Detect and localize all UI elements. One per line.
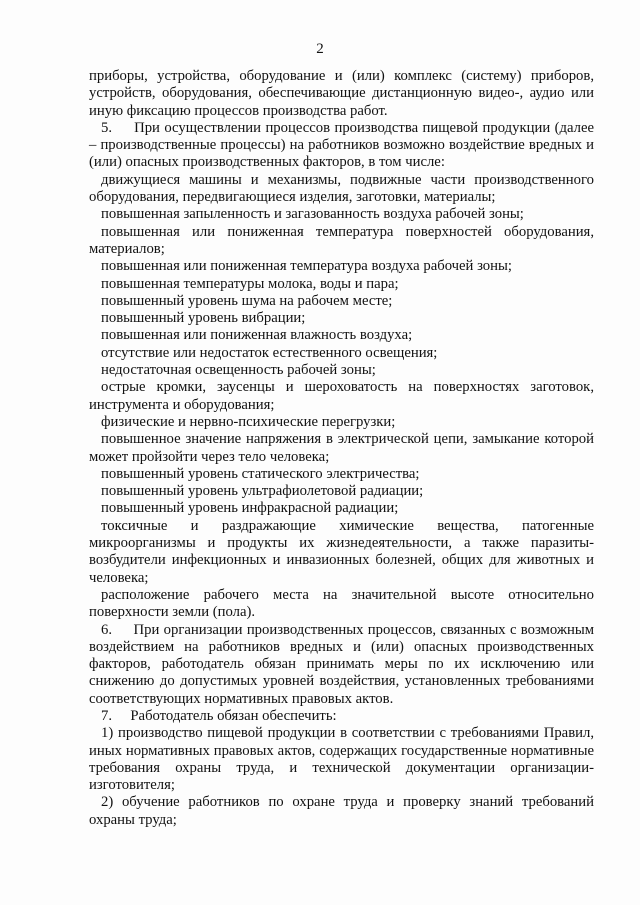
- paragraph-19: расположение рабочего места на значительной высоте относительно поверхности земли (пола).: [89, 586, 594, 621]
- paragraph-4: повышенная или пониженная температура поверхностей оборудования, материалов;: [89, 223, 594, 257]
- paragraph-12: острые кромки, заусенцы и шероховатость на поверхностях заготовок, инструмента и оборудования;: [89, 379, 594, 413]
- paragraph-0: приборы, устройства, оборудование и (или) комплекс (систему) приборов, устройств, оборудования, обеспечивающие дистанционную видео-, аудио или иную фиксацию процессов производства работ.: [89, 68, 594, 119]
- paragraph-6: повышенная температуры молока, воды и пара;: [101, 275, 399, 292]
- paragraph-5: повышенная или пониженная температура воздуха рабочей зоны;: [101, 258, 512, 275]
- paragraph-9: повышенная или пониженная влажность воздуха;: [101, 327, 413, 344]
- paragraph-21: 7. Работодатель обязан обеспечить:: [101, 707, 337, 724]
- paragraph-14: повышенное значение напряжения в электрической цепи, замыкание которой может пройзойти через тело человека;: [89, 431, 594, 465]
- paragraph-11: недостаточная освещенность рабочей зоны;: [101, 362, 376, 379]
- paragraph-22: 1) производство пищевой продукции в соответствии с требованиями Правил, иных нормативных правовых актов, содержащих государственные нормативные требования охраны труда, и технической документации организации-изготовителя;: [89, 725, 594, 794]
- paragraph-1: 5. При осуществлении процессов производства пищевой продукции (далее – производственные процессы) на работников возможно воздействие вредных и (или) опасных производственных факторов, в том числе:: [89, 119, 594, 171]
- paragraph-17: повышенный уровень инфракрасной радиации;: [101, 500, 399, 517]
- paragraph-23: 2) обучение работников по охране труда и проверку знаний требований охраны труда;: [89, 794, 594, 828]
- paragraph-2: движущиеся машины и механизмы, подвижные части производственного оборудования, передвигающиеся изделия, заготовки, материалы;: [89, 171, 594, 206]
- paragraph-8: повышенный уровень вибрации;: [101, 310, 306, 327]
- paragraph-18: токсичные и раздражающие химические вещества, патогенные микроорганизмы и продукты их жизнедеятельности, а также паразиты-возбудители инфекционных и инвазионных болезней, общих для животных и человека;: [89, 517, 594, 586]
- paragraph-15: повышенный уровень статического электричества;: [101, 465, 420, 482]
- page-number: 2: [316, 41, 324, 57]
- document-body: [89, 68, 594, 829]
- paragraph-3: повышенная запыленность и загазованность воздуха рабочей зоны;: [101, 206, 524, 223]
- paragraph-20: 6. При организации производственных процессов, связанных с возможным воздействием на работников вредных и (или) опасных производственных факторов, работодатель обязан принимать меры по их исключению или снижению до допустимых уровней воздействия, установленных требованиями соответствующих нормативных правовых актов.: [89, 621, 594, 707]
- paragraph-13: физические и нервно-психические перегрузки;: [101, 413, 396, 430]
- paragraph-10: отсутствие или недостаток естественного освещения;: [101, 344, 438, 361]
- paragraph-16: повышенный уровень ультрафиолетовой радиации;: [101, 483, 424, 500]
- paragraph-7: повышенный уровень шума на рабочем месте;: [101, 292, 393, 309]
